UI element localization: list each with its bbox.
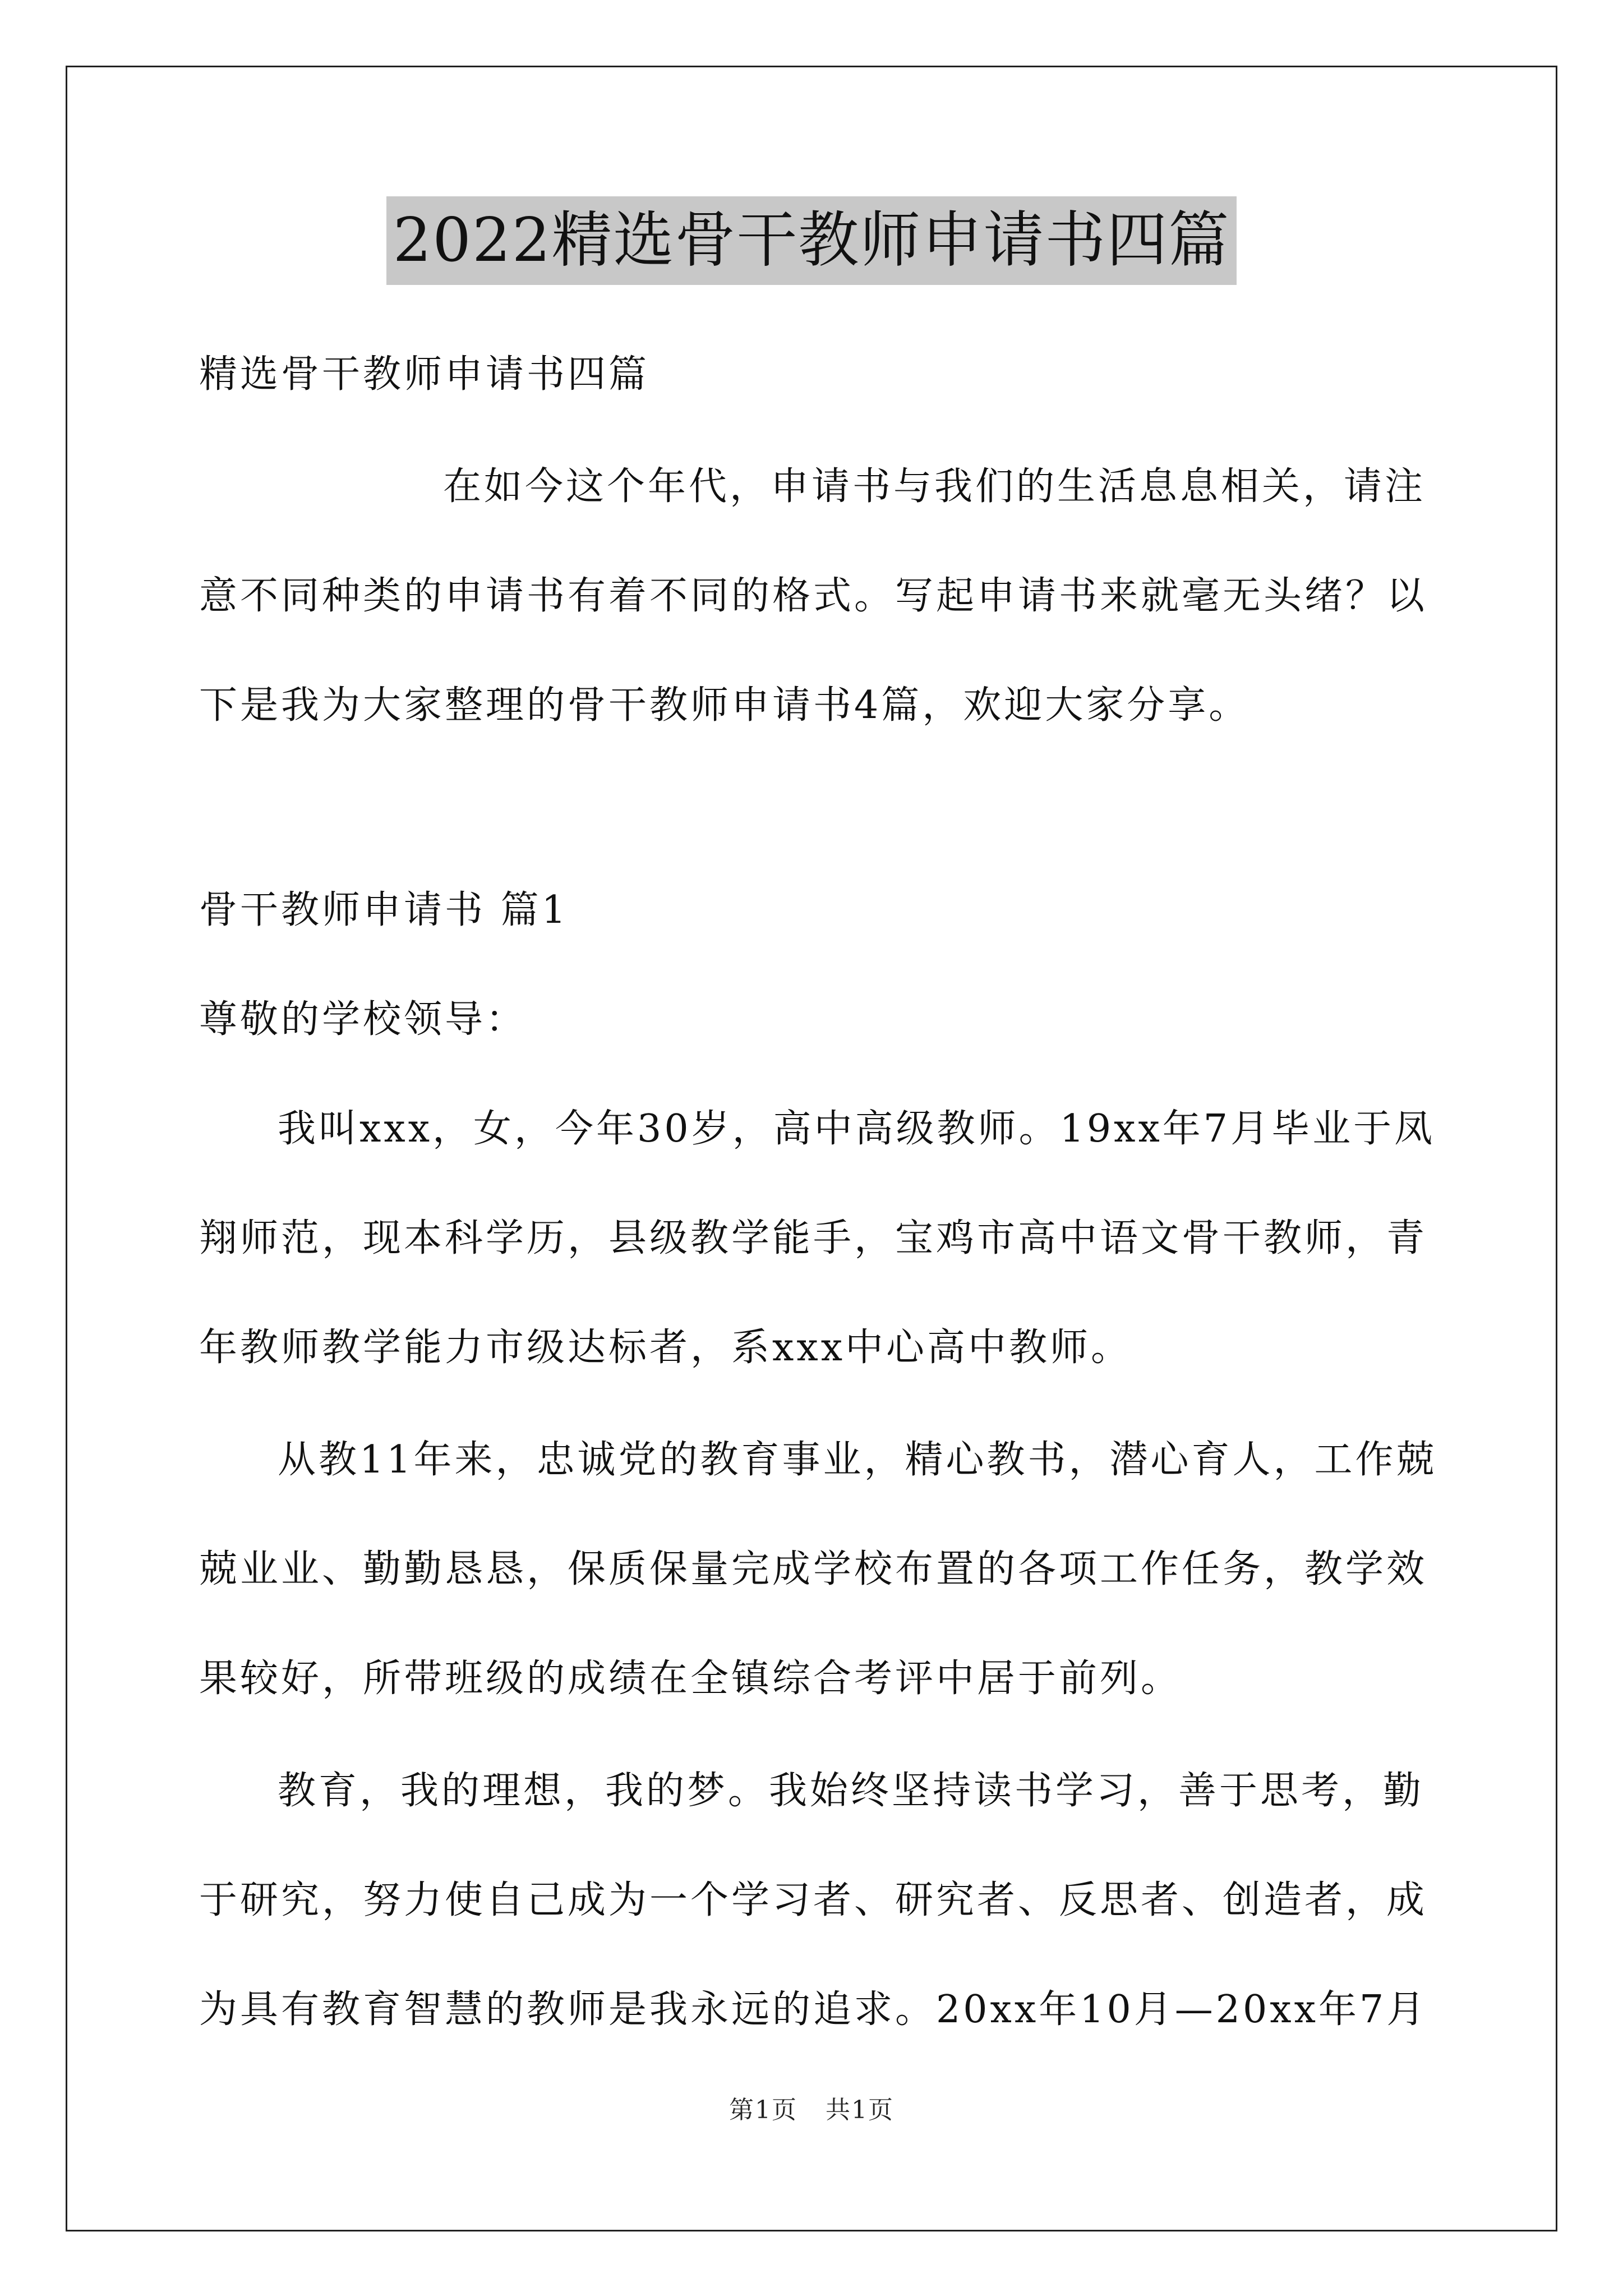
paragraph-line: 从教11年来，忠诚党的教育事业，精心教书，潜心育人，工作兢 bbox=[278, 1438, 1437, 1482]
paragraph-line: 翔师范，现本科学历，县级教学能手，宝鸡市高中语文骨干教师，青 bbox=[199, 1216, 1428, 1260]
paragraph-line: 教育，我的理想，我的梦。我始终坚持读书学习，善于思考，勤 bbox=[278, 1769, 1424, 1813]
page-footer bbox=[0, 2093, 1623, 2127]
document-title: 2022精选骨干教师申请书四篇 bbox=[386, 196, 1237, 285]
paragraph-line: 果较好，所带班级的成绩在全镇综合考评中居于前列。 bbox=[199, 1657, 1182, 1701]
paragraph-line: 年教师教学能力市级达标者，系xxx中心高中教师。 bbox=[199, 1326, 1132, 1370]
title-area bbox=[0, 196, 1623, 285]
intro-line: 意不同种类的申请书有着不同的格式。写起申请书来就毫无头绪？以 bbox=[199, 574, 1428, 618]
document-subtitle: 精选骨干教师申请书四篇 bbox=[199, 352, 650, 397]
paragraph-line: 为具有教育智慧的教师是我永远的追求。20xx年10月—20xx年7月 bbox=[199, 1987, 1428, 2032]
paragraph-line: 我叫xxx，女，今年30岁，高中高级教师。19xx年7月毕业于凤 bbox=[278, 1107, 1436, 1151]
intro-line: 在如今这个年代，申请书与我们的生活息息相关，请注 bbox=[443, 464, 1426, 509]
section-heading: 骨干教师申请书 篇1 bbox=[199, 888, 569, 932]
intro-line: 下是我为大家整理的骨干教师申请书4篇，欢迎大家分享。 bbox=[199, 683, 1250, 728]
salutation: 尊敬的学校领导： bbox=[199, 997, 527, 1042]
paragraph-line: 兢业业、勤勤恳恳，保质保量完成学校布置的各项工作任务，教学效 bbox=[199, 1547, 1428, 1591]
page-total: 共1页 bbox=[826, 2096, 894, 2124]
paragraph-line: 于研究，努力使自己成为一个学习者、研究者、反思者、创造者，成 bbox=[199, 1878, 1428, 1922]
page-number: 第1页 bbox=[729, 2096, 797, 2124]
